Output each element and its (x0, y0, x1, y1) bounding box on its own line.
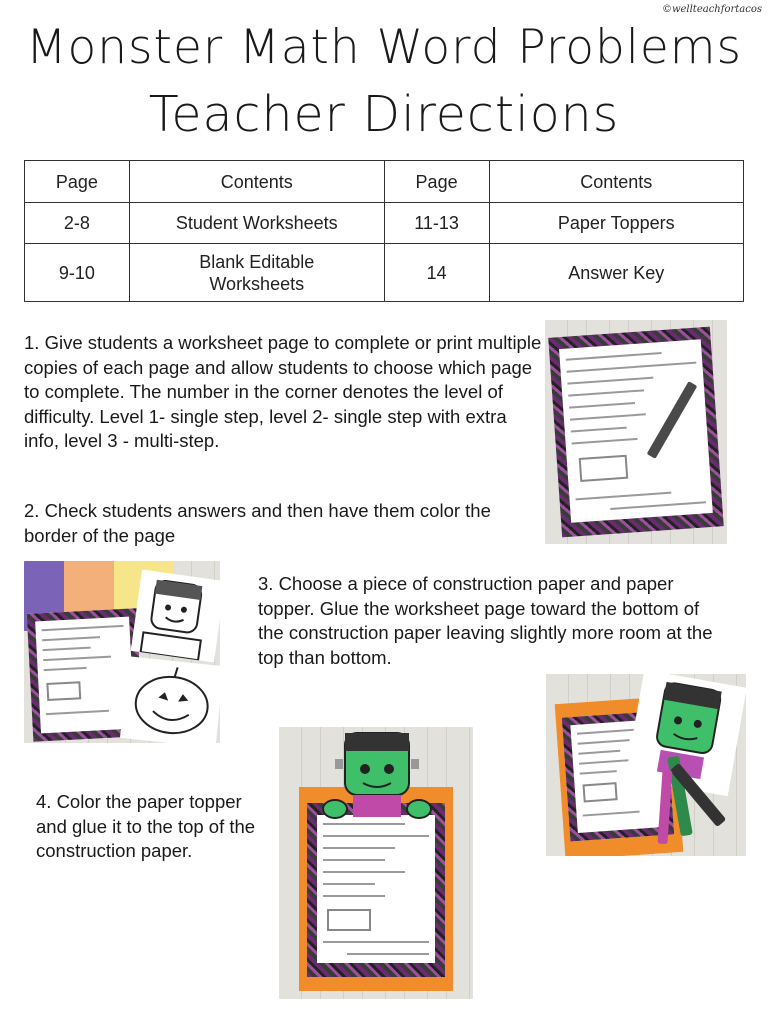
table-header-row (25, 161, 744, 203)
table-cell: 9-10 (25, 244, 130, 302)
worksheet-image (307, 803, 445, 977)
step-4-text: 4. Color the paper topper and glue it to the top of the construction paper. (36, 791, 256, 861)
table-cell: Blank Editable Worksheets (129, 244, 384, 302)
table-cell: Answer Key (489, 244, 744, 302)
table-row (25, 244, 744, 302)
worksheet-photo (545, 320, 727, 544)
step-3-text: 3. Choose a piece of construction paper and paper topper. Glue the worksheet page toward the bottom of the construction paper leaving slightly more room at the top than bottom. (258, 573, 713, 668)
table-row (25, 203, 744, 244)
copyright-credit: ©wellteachfortacos (661, 4, 762, 15)
finished-product-photo (279, 727, 473, 999)
page-subtitle: Teacher Directions (148, 86, 620, 143)
table-cell: 2-8 (25, 203, 130, 244)
header-page: Page (384, 161, 489, 203)
header-page: Page (25, 161, 130, 203)
table-cell: 11-13 (384, 203, 489, 244)
worksheet-image (548, 327, 724, 538)
frankenstein-topper-image (131, 570, 220, 663)
header-contents: Contents (129, 161, 384, 203)
assembly-photo (546, 674, 746, 856)
step-1-text: 1. Give students a worksheet page to complete or print multiple copies of each page and allow students to choose which page to complete. The number in the corner denotes the level of difficulty. Level 1- single step, level 2- single step with extra info, level 3 - multi-step. (24, 332, 542, 451)
pumpkin-topper-image (120, 656, 220, 743)
step-2-text: 2. Check students answers and then have them color the border of the page (24, 500, 491, 546)
table-cell: Student Worksheets (129, 203, 384, 244)
table-cell: 14 (384, 244, 489, 302)
frankenstein-topper-image (317, 729, 437, 819)
contents-table (24, 160, 744, 302)
header-contents: Contents (489, 161, 744, 203)
table-cell: Paper Toppers (489, 203, 744, 244)
toppers-photo (24, 561, 220, 743)
page-title: Monster Math Word Problems (25, 20, 743, 75)
